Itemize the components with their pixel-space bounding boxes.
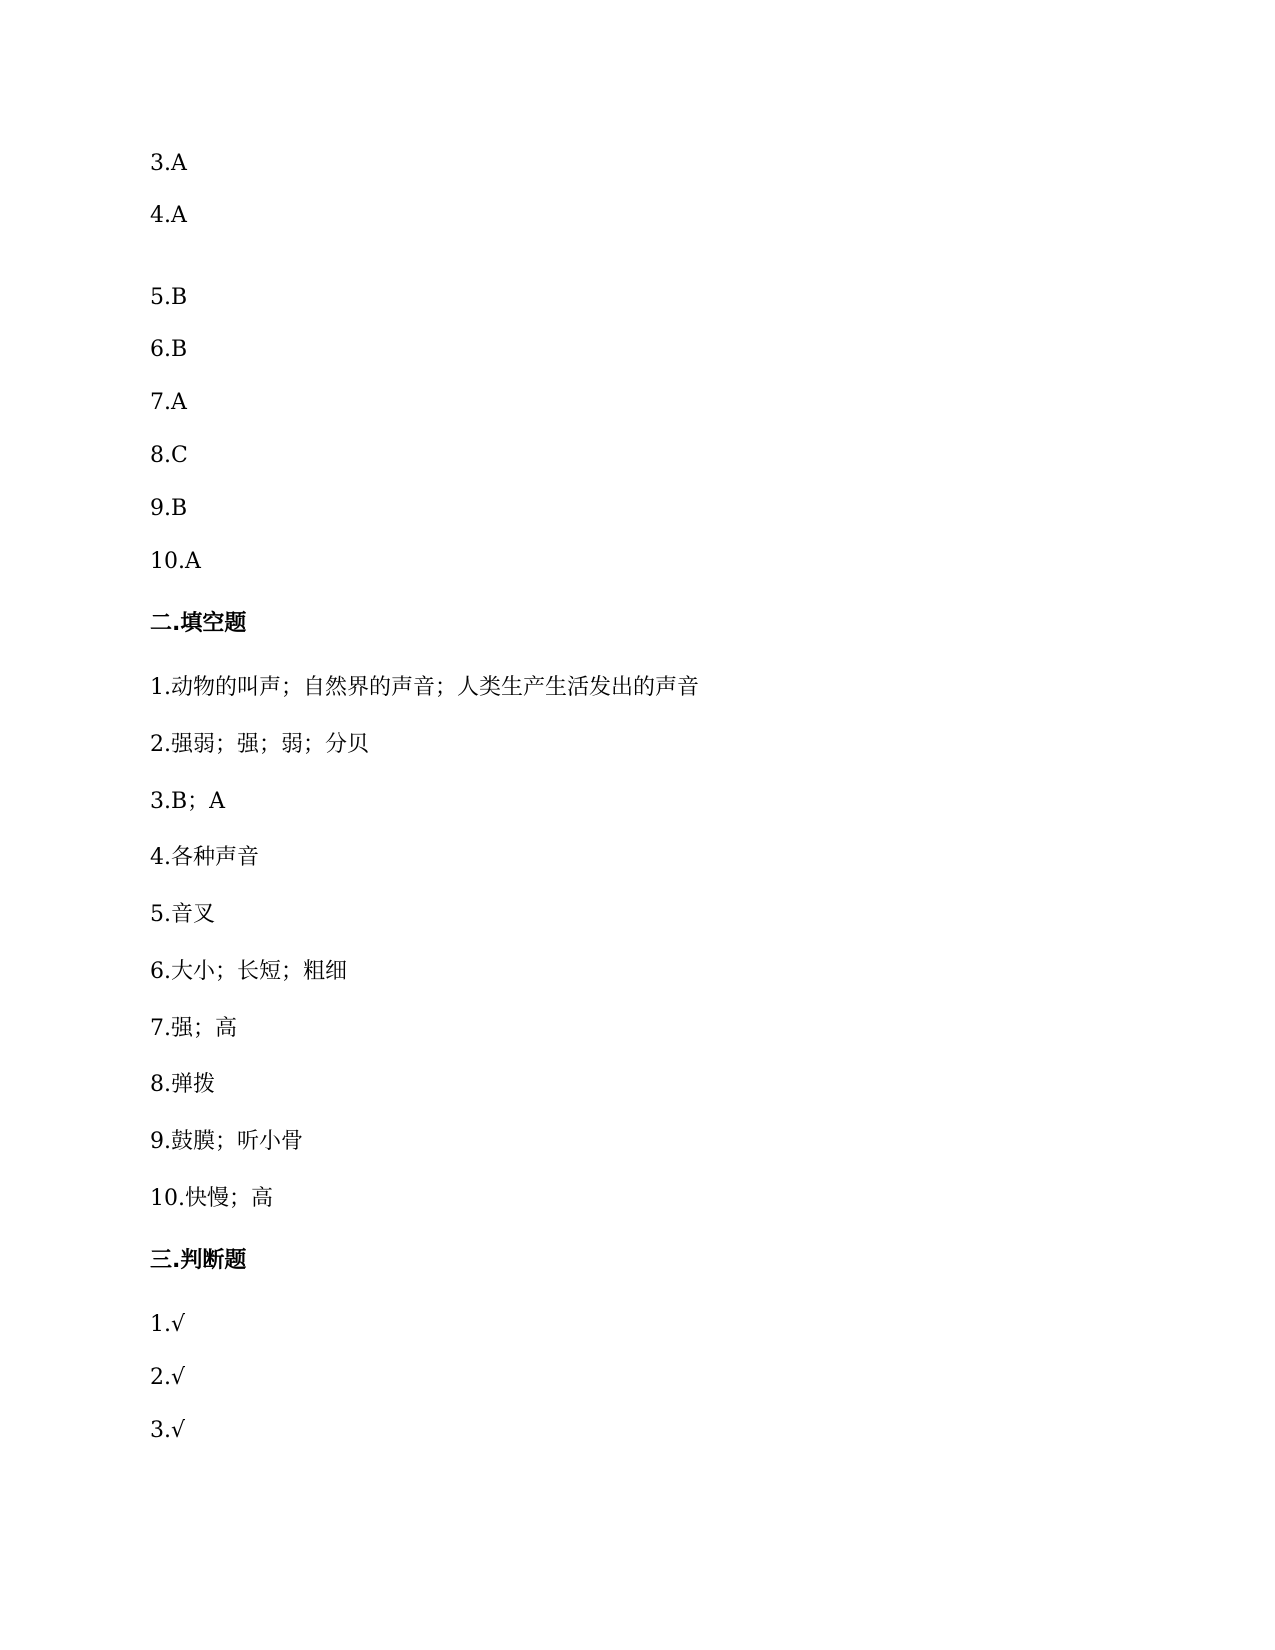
choice-answer-9: 9.B	[150, 496, 188, 521]
choice-answer-8: 8.C	[150, 443, 188, 468]
fill-answer-8: 8.弹拨	[150, 1072, 215, 1097]
fill-answer-9: 9.鼓膜；听小骨	[150, 1129, 303, 1154]
fill-answer-2: 2.强弱；强；弱；分贝	[150, 732, 369, 757]
true-false-heading: 三.判断题	[150, 1248, 247, 1273]
fill-answer-5: 5.音叉	[150, 902, 215, 927]
choice-answer-7: 7.A	[150, 390, 187, 415]
choice-answer-6: 6.B	[150, 337, 188, 362]
fill-answer-4: 4.各种声音	[150, 845, 259, 870]
fill-answer-6: 6.大小；长短；粗细	[150, 959, 347, 984]
fill-blank-heading: 二.填空题	[150, 611, 247, 636]
judge-answer-3: 3.√	[150, 1418, 186, 1443]
fill-answer-1: 1.动物的叫声；自然界的声音；人类生产生活发出的声音	[150, 675, 699, 700]
fill-answer-10: 10.快慢；高	[150, 1186, 273, 1211]
choice-answer-3: 3.A	[150, 151, 187, 176]
choice-answer-4: 4.A	[150, 203, 187, 228]
choice-answer-5: 5.B	[150, 285, 188, 310]
judge-answer-1: 1.√	[150, 1312, 186, 1337]
judge-answer-2: 2.√	[150, 1365, 186, 1390]
fill-answer-3: 3.B；A	[150, 789, 226, 814]
choice-answer-10: 10.A	[150, 549, 201, 574]
fill-answer-7: 7.强；高	[150, 1016, 237, 1041]
